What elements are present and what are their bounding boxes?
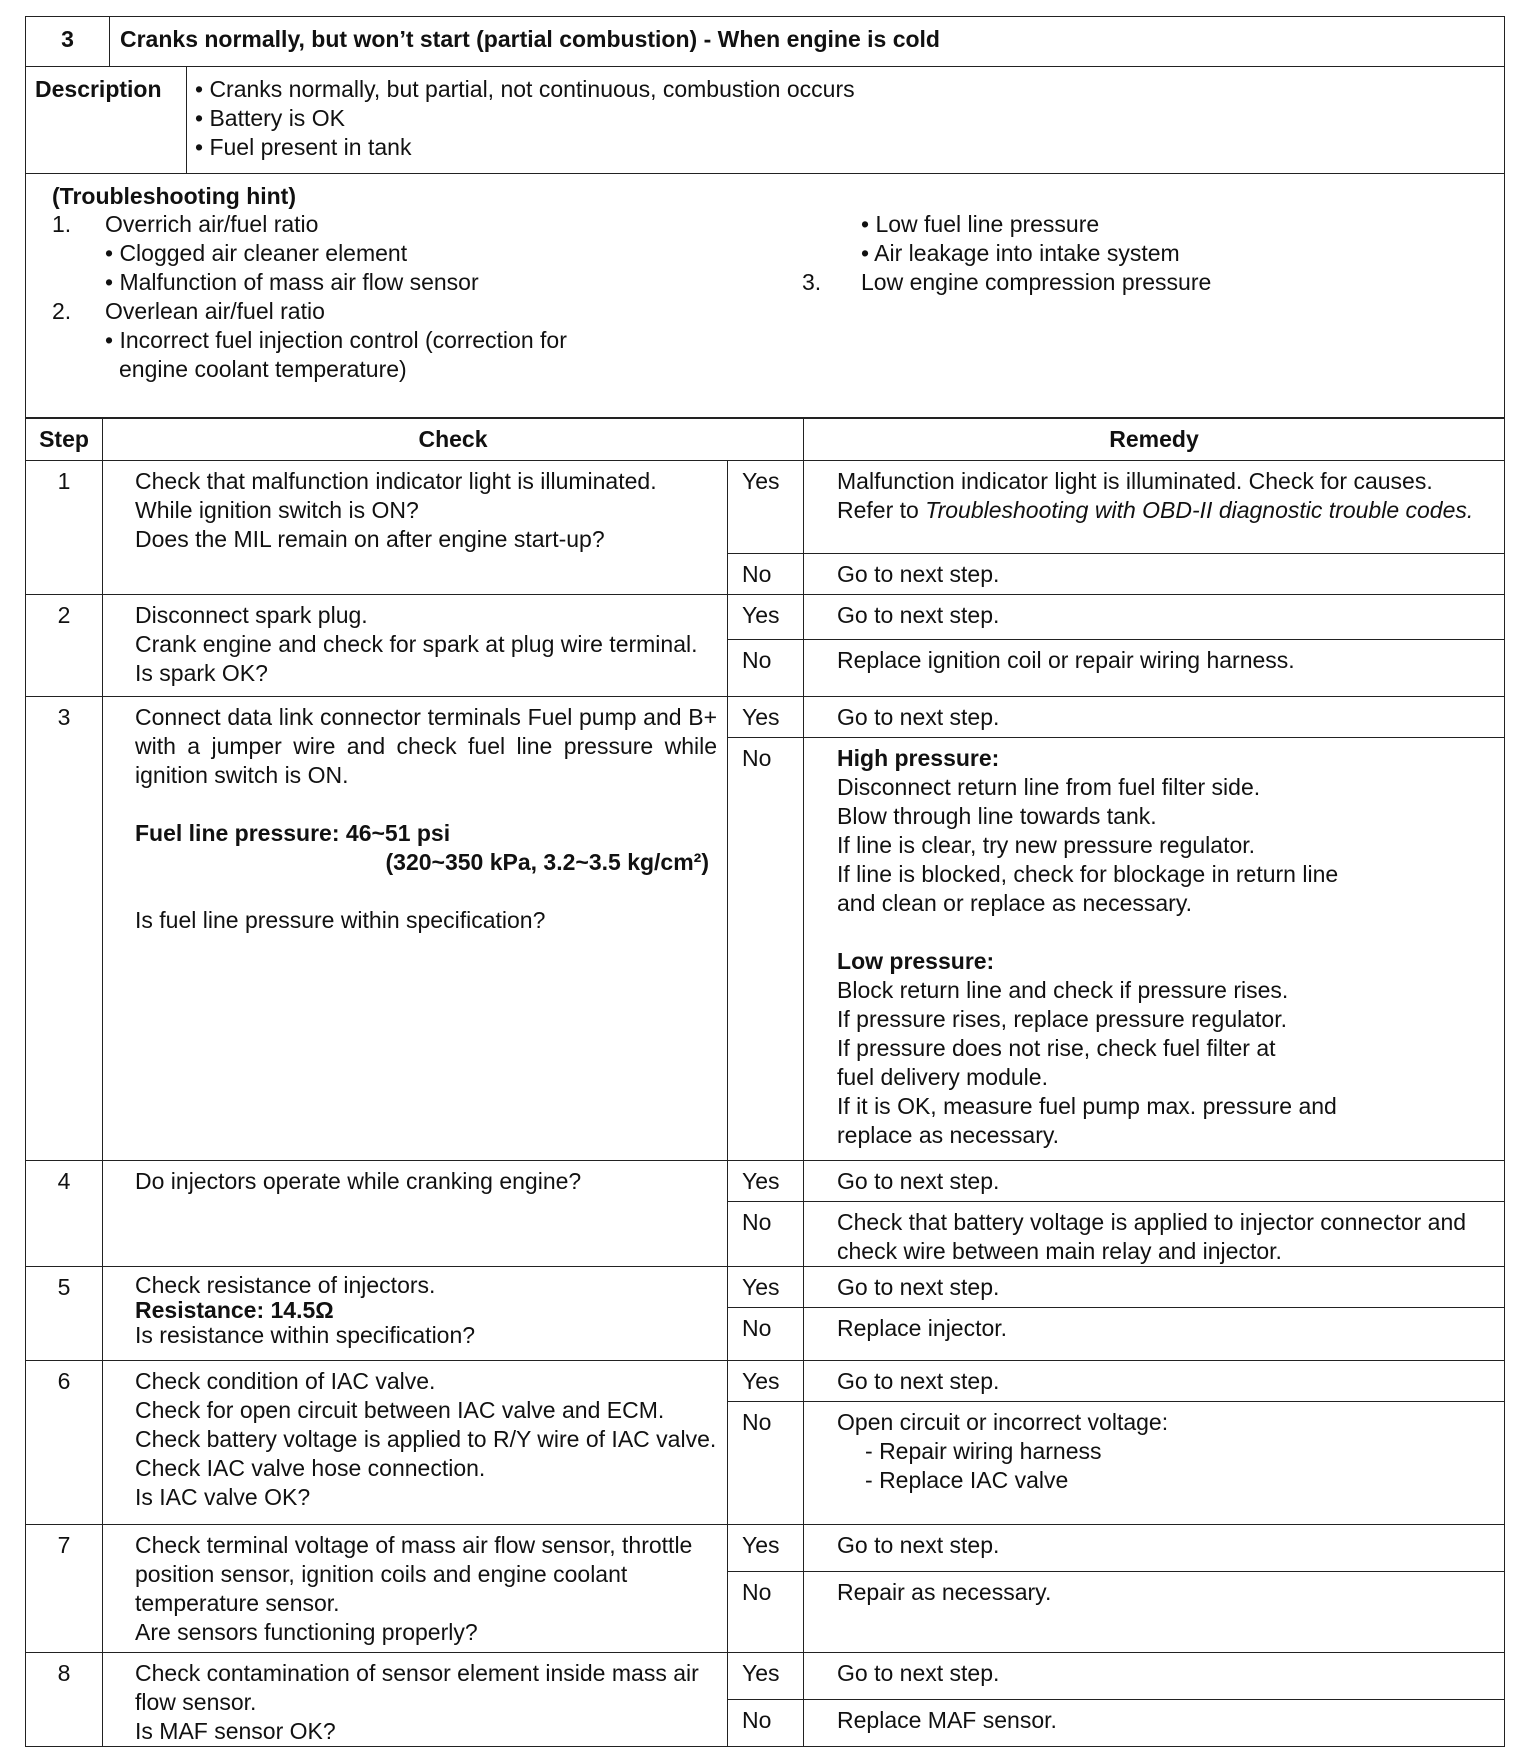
yes-label: Yes [728, 461, 804, 554]
remedy-line: - Repair wiring harness [865, 1438, 1102, 1465]
remedy-no: Check that battery voltage is applied to injector connector and check wire between main relay and injector. [804, 1202, 1505, 1267]
remedy-line: If line is blocked, check for blockage in return line [837, 861, 1339, 888]
step-number: 4 [26, 1161, 103, 1267]
check-line: Disconnect spark plug. [135, 602, 368, 629]
step-check [103, 1653, 728, 1747]
remedy-yes: Go to next step. [804, 595, 1505, 640]
hint-number: 2. [52, 298, 72, 324]
steps-table [25, 417, 1505, 1747]
remedy-no: Repair as necessary. [804, 1572, 1505, 1653]
remedy-line: Blow through line towards tank. [837, 803, 1157, 830]
step-check: Do injectors operate while cranking engine? [103, 1161, 728, 1267]
troubleshooting-sheet [25, 16, 1505, 1747]
hint-number: 3. [802, 269, 822, 295]
remedy-yes: Go to next step. [804, 1653, 1505, 1700]
hint-subitem: • Malfunction of mass air flow sensor [105, 269, 479, 295]
check-question: Is resistance within specification? [135, 1322, 476, 1349]
check-line: While ignition switch is ON? [135, 497, 419, 524]
yes-label: Yes [728, 1267, 804, 1308]
yes-label: Yes [728, 697, 804, 738]
step-row-8 [26, 1653, 1505, 1700]
hint-subitem-continued: engine coolant temperature) [119, 356, 407, 382]
remedy-yes: Go to next step. [804, 1361, 1505, 1402]
spec-label: Resistance: 14.5Ω [135, 1297, 334, 1324]
step-row-6 [26, 1361, 1505, 1402]
remedy-line: - Replace IAC valve [865, 1467, 1069, 1494]
no-label: No [728, 1202, 804, 1267]
troubleshooting-hint [26, 174, 1505, 419]
description-item: • Cranks normally, but partial, not continuous, combustion occurs [195, 76, 855, 102]
remedy-heading: Open circuit or incorrect voltage: [837, 1409, 1169, 1436]
step-row-4 [26, 1161, 1505, 1202]
hint-number: 1. [52, 211, 72, 237]
check-line: Crank engine and check for spark at plug wire terminal. Is spark OK? [135, 631, 698, 687]
step-check [103, 1361, 728, 1525]
header-table [25, 16, 1505, 419]
column-header-check: Check [103, 418, 804, 461]
spec-metric: (320~350 kPa, 3.2~3.5 kg/cm²) [385, 849, 709, 876]
procedure-number: 3 [26, 17, 110, 67]
step-number: 1 [26, 461, 103, 595]
check-line: Check contamination of sensor element inside mass air flow sensor. [135, 1660, 699, 1716]
column-header-step: Step [26, 418, 103, 461]
step-row-3 [26, 697, 1505, 738]
hint-text: Overlean air/fuel ratio [105, 298, 325, 324]
yes-label: Yes [728, 1161, 804, 1202]
no-label: No [728, 1402, 804, 1525]
remedy-line: replace as necessary. [837, 1122, 1060, 1149]
remedy-yes [804, 461, 1505, 554]
check-line: Check for open circuit between IAC valve and ECM. Check battery voltage is applied to R/Y wire of IAC valve. Check IAC valve hose connection. [135, 1397, 717, 1482]
step-check [103, 461, 728, 595]
remedy-line: Block return line and check if pressure rises. [837, 977, 1289, 1004]
step-row-1 [26, 461, 1505, 554]
hint-heading: (Troubleshooting hint) [52, 183, 297, 209]
remedy-yes: Go to next step. [804, 1161, 1505, 1202]
check-line: Connect data link connector terminals Fuel pump and B+ with a jumper wire and check fuel line pressure while ignition switch is ON. [135, 704, 717, 789]
spec-label: Fuel line pressure: 46~51 psi [135, 820, 451, 847]
hint-item-3 [786, 268, 1426, 297]
hint-subitem: • Incorrect fuel injection control (correction for [105, 327, 567, 353]
hint-text: Low engine compression pressure [861, 269, 1212, 295]
step-number: 6 [26, 1361, 103, 1525]
step-check [103, 595, 728, 697]
procedure-title: Cranks normally, but won’t start (partial combustion) - When engine is cold [110, 17, 1505, 67]
step-number: 8 [26, 1653, 103, 1747]
description-body [187, 67, 1505, 174]
step-check [103, 697, 728, 1161]
hint-left-column [52, 210, 772, 384]
hint-subitem: • Air leakage into intake system [861, 240, 1180, 266]
hint-item-1 [52, 210, 772, 239]
check-line: Check condition of IAC valve. [135, 1368, 436, 1395]
description-item: • Battery is OK [195, 105, 345, 131]
remedy-yes: Go to next step. [804, 697, 1505, 738]
yes-label: Yes [728, 1361, 804, 1402]
remedy-reference: Troubleshooting with OBD-II diagnostic trouble codes. [925, 497, 1474, 524]
no-label: No [728, 1700, 804, 1747]
remedy-line: If pressure rises, replace pressure regulator. [837, 1006, 1287, 1033]
step-number: 3 [26, 697, 103, 1161]
hint-right-column [786, 210, 1426, 297]
remedy-no [804, 1402, 1505, 1525]
no-label: No [728, 640, 804, 697]
remedy-text: Malfunction indicator light is illuminated. Check for causes. Refer to [837, 468, 1433, 524]
hint-item-2 [52, 297, 772, 326]
remedy-line: Disconnect return line from fuel filter side. [837, 774, 1261, 801]
hint-text: Overrich air/fuel ratio [105, 211, 319, 237]
remedy-line: If pressure does not rise, check fuel filter at [837, 1035, 1276, 1062]
remedy-line: If it is OK, measure fuel pump max. pressure and [837, 1093, 1337, 1120]
step-row-5 [26, 1267, 1505, 1308]
step-check [103, 1267, 728, 1361]
yes-label: Yes [728, 595, 804, 640]
step-row-7 [26, 1525, 1505, 1572]
remedy-heading: Low pressure: [837, 948, 995, 975]
yes-label: Yes [728, 1525, 804, 1572]
yes-label: Yes [728, 1653, 804, 1700]
step-number: 5 [26, 1267, 103, 1361]
check-line: Check terminal voltage of mass air flow sensor, throttle position sensor, ignition coils and engine coolant temperature sensor. [135, 1532, 693, 1617]
check-question: Is MAF sensor OK? [135, 1718, 336, 1745]
no-label: No [728, 1308, 804, 1361]
check-line: Check resistance of injectors. [135, 1272, 436, 1299]
check-question: Is IAC valve OK? [135, 1484, 311, 1511]
remedy-no: Replace ignition coil or repair wiring harness. [804, 640, 1505, 697]
check-line: Check that malfunction indicator light is illuminated. [135, 468, 657, 495]
hint-subitem: • Clogged air cleaner element [105, 240, 408, 266]
remedy-line: If line is clear, try new pressure regulator. [837, 832, 1256, 859]
check-line: Does the MIL remain on after engine start-up? [135, 526, 605, 553]
remedy-line: and clean or replace as necessary. [837, 890, 1193, 917]
no-label: No [728, 1572, 804, 1653]
remedy-line: fuel delivery module. [837, 1064, 1048, 1091]
remedy-no: Replace MAF sensor. [804, 1700, 1505, 1747]
remedy-no [804, 738, 1505, 1161]
hint-subitem: • Low fuel line pressure [861, 211, 1100, 237]
no-label: No [728, 738, 804, 1161]
description-item: • Fuel present in tank [195, 134, 412, 160]
no-label: No [728, 554, 804, 595]
description-label: Description [26, 67, 187, 174]
step-row-2 [26, 595, 1505, 640]
column-header-remedy: Remedy [804, 418, 1505, 461]
remedy-no: Replace injector. [804, 1308, 1505, 1361]
remedy-yes: Go to next step. [804, 1267, 1505, 1308]
step-check [103, 1525, 728, 1653]
check-question: Is fuel line pressure within specification? [135, 907, 546, 934]
step-number: 2 [26, 595, 103, 697]
remedy-no: Go to next step. [804, 554, 1505, 595]
remedy-yes: Go to next step. [804, 1525, 1505, 1572]
step-number: 7 [26, 1525, 103, 1653]
remedy-heading: High pressure: [837, 745, 1000, 772]
check-question: Are sensors functioning properly? [135, 1619, 478, 1646]
